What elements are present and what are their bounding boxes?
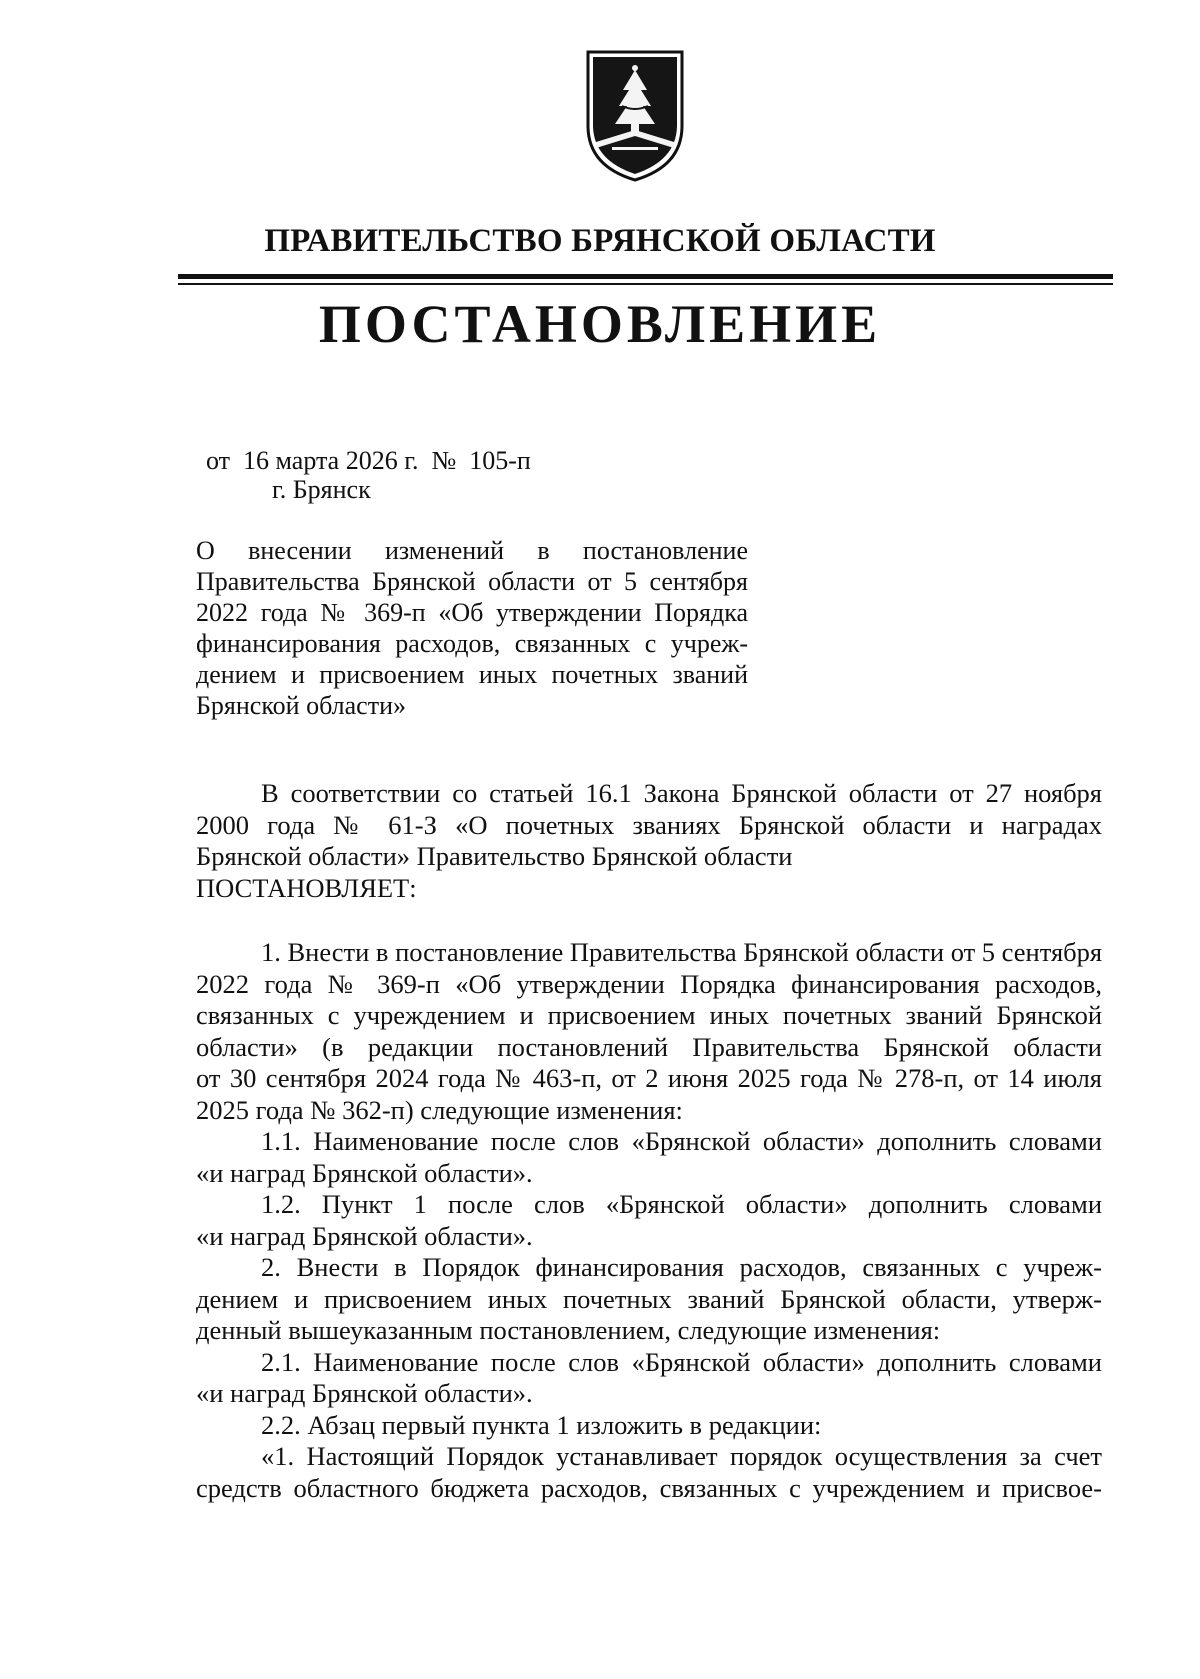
body-line: связанных с учреждением и присвоением иных почетных званий Брянской	[196, 1000, 1102, 1030]
government-name: ПРАВИТЕЛЬСТВО БРЯНСКОЙ ОБЛАСТИ	[264, 223, 936, 259]
body-line: от 30 сентября 2024 года № 463-п, от 2 июня 2025 года № 278-п, от 14 июля	[196, 1063, 1102, 1093]
document-type-title: ПОСТАНОВЛЕНИЕ	[318, 294, 882, 354]
document-subject	[196, 535, 748, 721]
preamble-line: В соответствии со статьей 16.1 Закона Брянской области от 27 ноября	[261, 778, 1102, 808]
body-line: 2.2. Абзац первый пункта 1 изложить в редакции:	[261, 1409, 822, 1440]
header-rule-thick	[178, 274, 1113, 279]
date-and-number: от 16 марта 2026 г. № 105-п	[206, 446, 531, 475]
body-line: «1. Настоящий Порядок устанавливает порядок осуществления за счет	[261, 1441, 1102, 1471]
preamble-line: 2000 года № 61-З «О почетных званиях Брянской области и наградах	[196, 809, 1102, 840]
body-line: «и наград Брянской области».	[196, 1220, 533, 1251]
body-line: 1. Внести в постановление Правительства Брянской области от 5 сентября	[261, 937, 1103, 967]
resolves-word: ПОСТАНОВЛЯЕТ:	[196, 872, 417, 903]
body-line: средств областного бюджета расходов, связанных с учреждением и присвое-	[196, 1472, 1102, 1503]
header-rule-thin	[178, 283, 1113, 285]
body-line: «и наград Брянской области».	[196, 1157, 533, 1188]
subject-line: 2022 года № 369-п «Об утверждении Порядка	[196, 598, 748, 627]
body-line: 2025 года № 362-п) следующие изменения:	[196, 1094, 683, 1125]
body-line: 1.2. Пункт 1 после слов «Брянской области» дополнить словами	[261, 1189, 1102, 1219]
subject-line: дением и присвоением иных почетных званий	[196, 660, 748, 689]
body-line: 1.1. Наименование после слов «Брянской области» дополнить словами	[261, 1126, 1102, 1156]
body-line: «и наград Брянской области».	[196, 1378, 533, 1408]
subject-line: О внесении изменений в постановление	[196, 536, 748, 565]
subject-line: Брянской области»	[196, 691, 406, 720]
body-line: 2.1. Наименование после слов «Брянской области» дополнить словами	[261, 1346, 1102, 1377]
coat-of-arms-icon	[584, 48, 686, 185]
body-line: 2. Внести в Порядок финансирования расходов, связанных с учреж-	[261, 1252, 1102, 1282]
body-line: 2022 года № 369-п «Об утверждении Порядка финансирования расходов,	[196, 968, 1102, 999]
body-line: области» (в редакции постановлений Правительства Брянской области	[196, 1031, 1102, 1062]
resolution-body	[196, 937, 1102, 1504]
preamble-line: Брянской области» Правительство Брянской области	[196, 841, 793, 871]
city: г. Брянск	[272, 475, 371, 504]
body-line: дением и присвоением иных почетных званий Брянской области, утверж-	[196, 1283, 1102, 1314]
preamble	[196, 778, 1102, 904]
subject-line: финансирования расходов, связанных с учреж-	[196, 629, 748, 658]
body-line: денный вышеуказанным постановлением, следующие изменения:	[196, 1315, 941, 1345]
subject-line: Правительства Брянской области от 5 сентября	[196, 567, 748, 596]
